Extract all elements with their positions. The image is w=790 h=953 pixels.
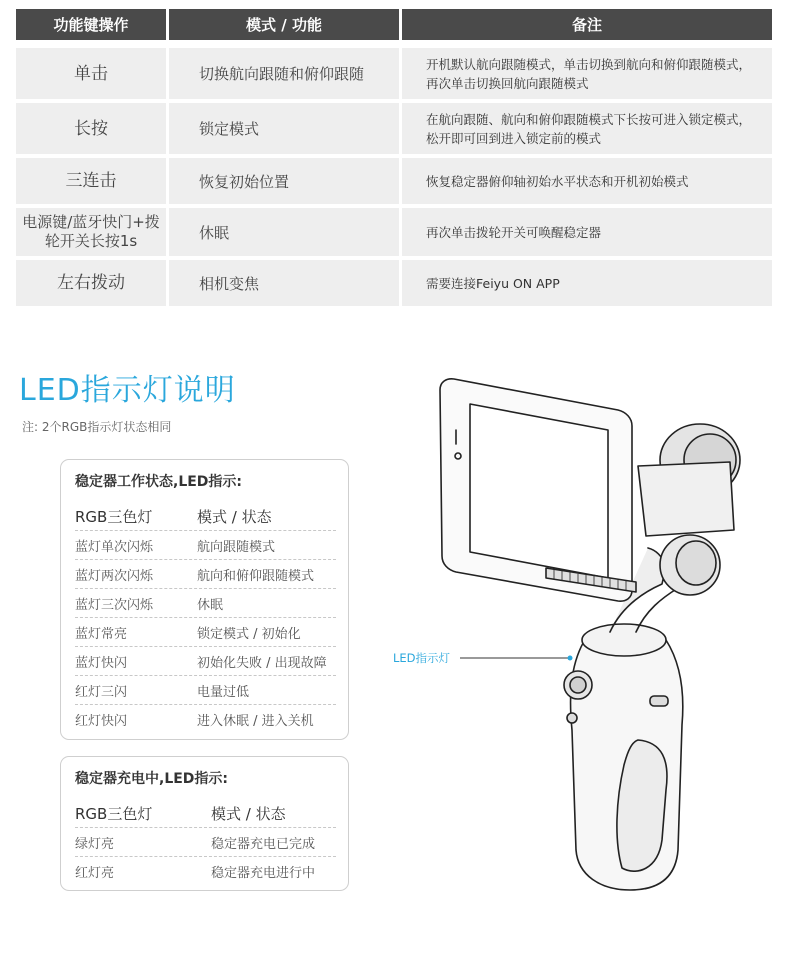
led-color: 红灯快闪: [75, 714, 128, 729]
header-function-key: 功能键操作: [16, 9, 166, 40]
led-color: 蓝灯两次闪烁: [75, 568, 154, 584]
list-item: [75, 828, 336, 857]
row-key: 电源键/蓝牙快门+拨轮开关长按1s: [16, 208, 166, 256]
list-item: [75, 618, 336, 647]
row-mode: 锁定模式: [169, 103, 399, 154]
col-header-mode: 模式 / 状态: [197, 507, 272, 526]
header-mode: 模式 / 功能: [169, 9, 399, 40]
led-section-note: 注: 2个RGB指示灯状态相同: [22, 420, 172, 434]
charging-status-box: [60, 756, 349, 891]
row-mode: 休眠: [169, 208, 399, 256]
row-key: 长按: [16, 103, 166, 154]
led-status: 锁定模式 / 初始化: [197, 626, 301, 642]
row-mode: 相机变焦: [169, 260, 399, 306]
table-row: [16, 208, 772, 256]
row-note: 需要连接Feiyu ON APP: [402, 260, 772, 306]
working-box-header: [75, 502, 336, 531]
list-item: [75, 531, 336, 560]
led-color: 绿灯亮: [75, 836, 115, 852]
list-item: [75, 857, 336, 886]
led-color: 蓝灯常亮: [75, 626, 128, 642]
charging-box-title: 稳定器充电中,LED指示:: [75, 771, 229, 787]
charging-box-header: [75, 799, 336, 828]
led-indicator-dot: [568, 656, 573, 661]
working-status-box: [60, 459, 349, 740]
list-item: [75, 647, 336, 676]
mode-badge: [650, 696, 668, 706]
led-color: 蓝灯三次闪烁: [75, 597, 154, 613]
row-note: 在航向跟随、航向和俯仰跟随模式下长按可进入锁定模式，松开即可回到进入锁定前的模式: [402, 103, 772, 154]
led-indicator-label: LED指示灯: [393, 651, 451, 665]
handle-top: [582, 624, 666, 656]
list-item: [75, 676, 336, 705]
list-item: [75, 589, 336, 618]
led-section-title: LED指示灯说明: [19, 373, 236, 408]
table-row: [16, 103, 772, 154]
led-status: 航向跟随模式: [197, 539, 276, 555]
table-header-row: [16, 9, 772, 40]
led-status: 航向和俯仰跟随模式: [197, 568, 315, 584]
header-note: 备注: [402, 9, 772, 40]
col-header-rgb: RGB三色灯: [75, 804, 153, 823]
led-status: 稳定器充电进行中: [211, 866, 316, 881]
led-color: 蓝灯快闪: [75, 655, 128, 671]
row-mode: 恢复初始位置: [169, 158, 399, 204]
row-note: 再次单击拨轮开关可唤醒稳定器: [402, 208, 772, 256]
table-row: [16, 260, 772, 306]
table-row: [16, 158, 772, 204]
power-button-icon: [567, 713, 577, 723]
col-header-rgb: RGB三色灯: [75, 507, 153, 526]
row-key: 三连击: [16, 158, 166, 204]
function-key-table: [16, 9, 772, 310]
list-item: [75, 705, 336, 734]
led-status: 电量过低: [197, 684, 250, 700]
row-key: 左右拨动: [16, 260, 166, 306]
led-status: 初始化失败 / 出现故障: [197, 655, 327, 671]
led-color: 红灯亮: [75, 866, 115, 881]
row-note: 开机默认航向跟随模式，单击切换到航向和俯仰跟随模式，再次单击切换回航向跟随模式: [402, 48, 772, 99]
gimbal-illustration: [400, 370, 790, 910]
table-row: [16, 48, 772, 99]
led-status: 休眠: [197, 597, 224, 613]
list-item: [75, 560, 336, 589]
led-color: 红灯三闪: [75, 684, 128, 700]
row-key: 单击: [16, 48, 166, 99]
col-header-mode: 模式 / 状态: [211, 804, 286, 823]
working-box-title: 稳定器工作状态,LED指示:: [75, 474, 243, 490]
led-status: 进入休眠 / 进入关机: [197, 714, 314, 729]
row-mode: 切换航向跟随和俯仰跟随: [169, 48, 399, 99]
row-note: 恢复稳定器俯仰轴初始水平状态和开机初始模式: [402, 158, 772, 204]
led-color: 蓝灯单次闪烁: [75, 539, 154, 555]
led-status: 稳定器充电已完成: [211, 836, 316, 852]
